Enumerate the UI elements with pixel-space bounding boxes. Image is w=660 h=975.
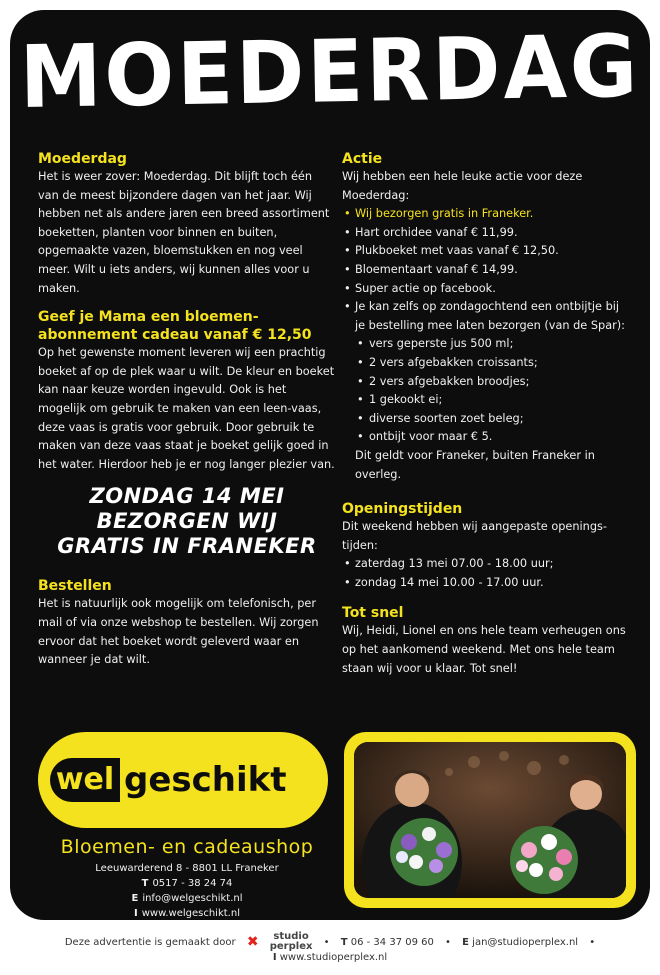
breakfast-list [342, 335, 632, 447]
page-title: MOEDERDAG [19, 16, 641, 129]
footer-email[interactable]: jan@studioperplex.nl [472, 937, 579, 948]
list-item: • 1 gekookt ei; [355, 391, 632, 410]
slogan-line: ZONDAG 14 MEI [89, 484, 285, 509]
shop-phone[interactable]: 0517 - 38 24 74 [152, 878, 233, 889]
list-item: • zaterdag 13 mei 07.00 - 18.00 uur; [342, 555, 632, 574]
studio-logo-line: studio [273, 931, 309, 942]
list-item: • Plukboeket met vaas vanaf € 12,50. [342, 242, 632, 261]
footer-phone[interactable]: 06 - 34 37 09 60 [350, 937, 434, 948]
list-item: • 2 vers afgebakken broodjes; [355, 373, 632, 392]
section-abonnement [38, 308, 336, 474]
slogan-line: GRATIS IN FRANEKER [57, 534, 317, 559]
shop-logo [38, 732, 328, 828]
email-label: E [131, 893, 139, 904]
section-heading: Moederdag [38, 151, 127, 167]
slogan-line: BEZORGEN WIJ [96, 509, 278, 534]
team-photo-frame [344, 732, 636, 908]
section-body: Het is natuurlijk ook mogelijk om telefonisch, per mail of via onze webshop te bestellen. Wij zorgen ervoor dat het boeket wordt geleverd waar en wanneer je dat wilt. [38, 597, 319, 667]
list-item: • ontbijt voor maar € 5. [355, 428, 632, 447]
separator: • [323, 937, 330, 948]
list-item: • Bloementaart vanaf € 14,99. [342, 261, 632, 280]
shop-logo-block [38, 732, 336, 920]
list-item: • vers geperste jus 500 ml; [355, 335, 632, 354]
separator: • [589, 937, 596, 948]
footer [0, 932, 660, 963]
section-heading: Tot snel [342, 605, 404, 622]
logo-geschikt: geschikt [124, 760, 287, 800]
studio-x-icon: ✖ [246, 934, 259, 950]
ad-panel [10, 10, 650, 920]
delivery-slogan [38, 484, 336, 559]
section-moederdag [38, 150, 336, 298]
logo-wel: wel [50, 758, 120, 802]
list-item: • Wij bezorgen gratis in Franeker. [342, 205, 632, 224]
section-intro: Dit weekend hebben wij aangepaste openings-tijden: [342, 520, 607, 552]
shop-tagline: Bloemen- en cadeaushop [60, 836, 314, 858]
list-item: • Super actie op facebook. [342, 280, 632, 299]
section-heading: Openingstijden [342, 501, 463, 518]
footer-made-by: Deze advertentie is gemaakt door [64, 937, 236, 948]
list-item: • diverse soorten zoet beleg; [355, 410, 632, 429]
actie-list [342, 205, 632, 335]
section-bestellen [38, 577, 336, 669]
section-intro: Wij hebben een hele leuke actie voor deze Moederdag: [342, 170, 583, 202]
section-heading: Actie [342, 151, 383, 167]
list-item: • Je kan zelfs op zondagochtend een ontbijtje bij je bestelling mee laten bezorgen (van de Spar): [342, 298, 632, 335]
shop-email[interactable]: info@welgeschikt.nl [142, 893, 243, 904]
separator: • [445, 937, 451, 948]
section-actie [342, 150, 632, 484]
team-photo-illustration [354, 742, 626, 898]
shop-contact [38, 861, 336, 920]
right-column [342, 150, 632, 688]
shop-address: Leeuwarderend 8 - 8801 LL Franeker [95, 863, 279, 874]
footer-email-label: E [462, 937, 469, 948]
left-column [38, 150, 336, 680]
footer-phone-label: T [340, 937, 348, 948]
list-item: • Hart orchidee vanaf € 11,99. [342, 224, 632, 243]
section-body: Het is weer zover: Moederdag. Dit blijft toch één van de meest bijzondere dagen van het jaar. Wij hebben net als andere jaren een breed assortiment boeketten, planten voor binnen en buiten, opgemaakte vazen, bloemstukken en nog veel meer. Wilt u iets anders, wij kunnen alles voor u maken. [38, 170, 330, 295]
bouquet-left [390, 818, 458, 886]
phone-label: T [141, 878, 149, 889]
shop-website[interactable]: www.welgeschikt.nl [141, 908, 240, 919]
list-item: • 2 vers afgebakken croissants; [355, 354, 632, 373]
section-heading: Geef je Mama een bloemen-abonnement cadeau vanaf € 12,50 [38, 309, 312, 344]
section-body: Op het gewenste moment leveren wij een prachtig boeket af op de plek waar u wilt. De kleur en boeket kan naar keuze worden ingevuld. Ook is het mogelijk om gebruik te maken van een leen-vaas, deze vaas is gratis voor gebruik. Door gebruik te maken van deze vaas staat je boeket gelijk goed in het water. Hierdoor heb je er nog langer plezier van. [38, 346, 335, 471]
section-tot-snel [342, 604, 632, 678]
section-openingstijden [342, 500, 632, 592]
footer-website[interactable]: www.studioperplex.nl [279, 952, 388, 963]
actie-note: Dit geldt voor Franeker, buiten Franeker in overleg. [355, 448, 595, 481]
team-photo [354, 742, 626, 898]
web-label: I [134, 908, 138, 919]
studio-logo [270, 932, 313, 952]
section-heading: Bestellen [38, 578, 112, 595]
studio-logo-line: perplex [269, 941, 313, 952]
section-body: Wij, Heidi, Lionel en ons hele team verheugen ons op het aankomend weekend. Met ons hele team staan wij voor u klaar. Tot snel! [342, 624, 626, 675]
list-item: • zondag 14 mei 10.00 - 17.00 uur. [342, 574, 632, 593]
bouquet-right [510, 826, 578, 894]
hours-list [342, 555, 632, 592]
footer-web-label: I [272, 952, 277, 963]
